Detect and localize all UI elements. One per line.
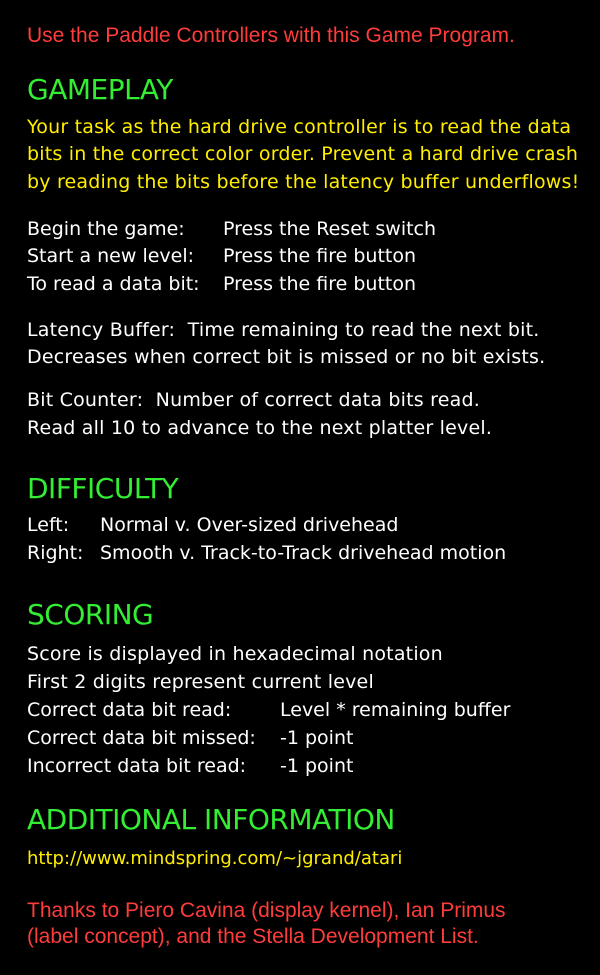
scoring-label: Correct data bit read: — [27, 699, 232, 721]
difficulty-label: Right: — [27, 542, 84, 564]
bit-counter-line-1: Bit Counter: Number of correct data bits read. — [27, 389, 480, 411]
latency-line-1: Latency Buffer: Time remaining to read the next bit. — [27, 319, 540, 341]
control-row-new-level — [27, 247, 416, 266]
additional-info-heading: ADDITIONAL INFORMATION — [27, 803, 395, 836]
difficulty-heading: DIFFICULTY — [27, 472, 179, 505]
intro-text: Use the Paddle Controllers with this Game Program. — [27, 24, 515, 47]
control-value: Press the fire button — [223, 273, 417, 295]
scoring-row-incorrect-read — [27, 757, 353, 776]
difficulty-value: Smooth v. Track-to-Track drivehead motion — [100, 542, 507, 564]
latency-line-2: Decreases when correct bit is missed or no bit exists. — [27, 346, 546, 368]
scoring-label: Incorrect data bit read: — [27, 755, 247, 777]
thanks-line-1: Thanks to Piero Cavina (display kernel), Ian Primus — [27, 899, 506, 922]
thanks-line-2: (label concept), and the Stella Development List. — [27, 925, 479, 948]
gameplay-description-line-3: by reading the bits before the latency buffer underflows! — [27, 171, 580, 193]
gameplay-description-line-2: bits in the correct color order. Prevent a hard drive crash — [27, 143, 579, 165]
difficulty-row-left — [27, 516, 398, 535]
scoring-value: -1 point — [280, 755, 354, 777]
gameplay-heading: GAMEPLAY — [27, 73, 173, 106]
website-link[interactable]: http://www.mindspring.com/~jgrand/atari — [27, 848, 403, 869]
difficulty-value: Normal v. Over-sized drivehead — [100, 514, 399, 536]
control-label: Start a new level: — [27, 245, 195, 267]
scoring-label: Correct data bit missed: — [27, 727, 256, 749]
difficulty-row-right — [27, 544, 506, 563]
scoring-row-correct-read — [27, 701, 510, 720]
scoring-line-2: First 2 digits represent current level — [27, 671, 374, 693]
gameplay-description-line-1: Your task as the hard drive controller is to read the data — [27, 116, 572, 138]
control-row-read-bit — [27, 275, 416, 294]
difficulty-label: Left: — [27, 514, 70, 536]
scoring-line-1: Score is displayed in hexadecimal notation — [27, 643, 443, 665]
control-row-begin — [27, 220, 436, 239]
scoring-value: -1 point — [280, 727, 354, 749]
scoring-value: Level * remaining buffer — [280, 699, 511, 721]
control-value: Press the fire button — [223, 245, 417, 267]
scoring-heading: SCORING — [27, 598, 154, 631]
control-label: To read a data bit: — [27, 273, 200, 295]
scoring-row-correct-missed — [27, 729, 353, 748]
control-label: Begin the game: — [27, 218, 185, 240]
control-value: Press the Reset switch — [223, 218, 437, 240]
bit-counter-line-2: Read all 10 to advance to the next platter level. — [27, 417, 493, 439]
